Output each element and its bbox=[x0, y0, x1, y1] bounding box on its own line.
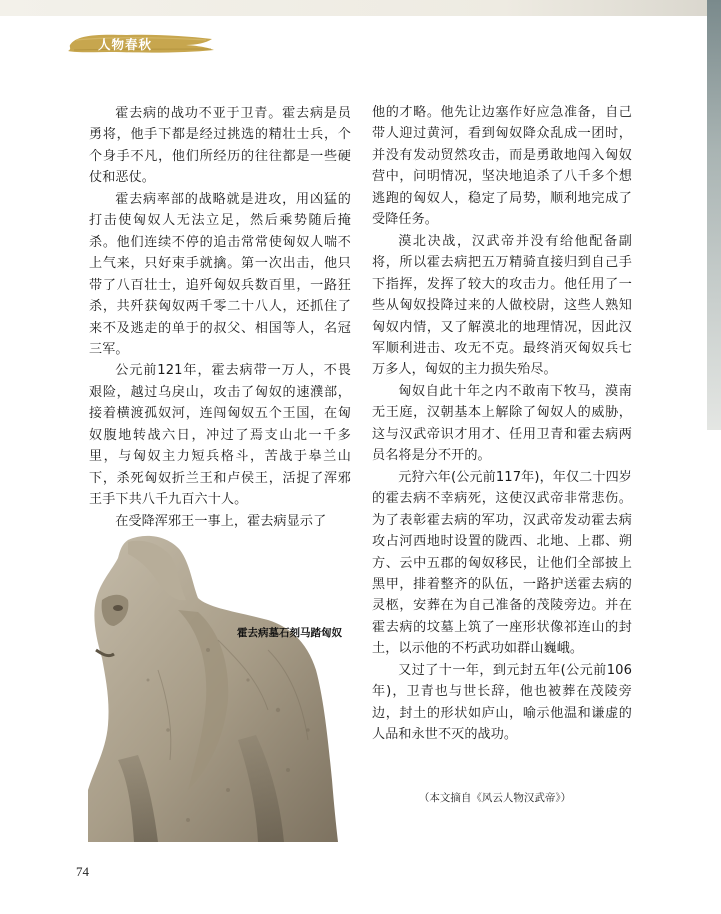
left-text-column bbox=[89, 103, 351, 532]
source-note: （本文摘自《风云人物汉武帝》） bbox=[418, 792, 572, 804]
right-edge-photo-strip bbox=[707, 0, 721, 430]
paragraph: 漠北决战，汉武帝并没有给他配备副将，所以霍去病把五万精骑直接归到自己手下指挥，发挥了较大的攻击力。他任用了一些从匈奴投降过来的人做校尉，这些人熟知匈奴内情，又了解漠北的地理情况，因此汉军顺利进击、攻无不克。最终消灭匈奴兵七万多人，匈奴的主力损失殆尽。 bbox=[372, 233, 632, 378]
paragraph: 又过了十一年，到元封五年(公元前106年)，卫青也与世长辞，他也被葬在茂陵旁边，封土的形状如庐山，喻示他温和谦虚的人品和永世不灭的战功。 bbox=[372, 662, 632, 743]
paragraph: 霍去病的战功不亚于卫青。霍去病是员勇将，他手下都是经过挑选的精壮士兵，个个身手不凡，他们所经历的往往都是一些硬仗和恶仗。 bbox=[89, 106, 351, 186]
right-text-column bbox=[372, 102, 632, 746]
paragraph: 匈奴自此十年之内不敢南下牧马，漠南无王庭，汉朝基本上解除了匈奴人的威胁，这与汉武帝识才用才、任用卫青和霍去病两员名将是分不开的。 bbox=[372, 383, 632, 464]
paragraph: 霍去病率部的战略就是进攻，用凶猛的打击使匈奴人无法立足，然后乘势随后掩杀。他们连续不停的追击常常使匈奴人喘不上气来，只好束手就擒。第一次出击，他只带了八百壮士，追歼匈奴兵数百里，一路狂杀，共歼获匈奴两千零二十八人，还抓住了来不及逃走的单于的叔父、相国等人，名冠三军。 bbox=[89, 191, 351, 357]
top-decorative-band bbox=[0, 0, 721, 16]
paragraph: 公元前121年，霍去病带一万人，不畏艰险，越过乌戾山，攻击了匈奴的速濮部，接着横渡孤奴河，连闯匈奴五个王国，在匈奴腹地转战六日，冲过了焉支山北一千多里，与匈奴主力短兵格斗，苦战于皋兰山下，杀死匈奴折兰王和卢侯王，活捉了浑邪王手下共八千九百六十人。 bbox=[89, 363, 351, 508]
paragraph-continuation: 他的才略。他先让边塞作好应急准备，自己带人迎过黄河，看到匈奴降众乱成一团时，并没有发动贸然攻击，而是勇敢地闯入匈奴营中，问明情况，坚决地追杀了八千多个想逃跑的匈奴人，稳定了局势，顺利地完成了受降任务。 bbox=[372, 105, 632, 228]
figure-caption: 霍去病墓石刻马踏匈奴 bbox=[237, 627, 342, 639]
stone-horse-statue-image bbox=[88, 530, 340, 842]
section-label: 人物春秋 bbox=[98, 37, 153, 52]
page-number: 74 bbox=[76, 864, 89, 879]
paragraph: 元狩六年(公元前117年)，年仅二十四岁的霍去病不幸病死，这使汉武帝非常悲伤。为了表彰霍去病的军功，汉武帝发动霍去病攻占河西地时设置的陇西、北地、上郡、朔方、云中五郡的匈奴移民，让他们全部披上黑甲，排着整齐的队伍，一路护送霍去病的灵柩，安葬在为自己准备的茂陵旁边。并在霍去病的坟墓上筑了一座形状像祁连山的封土，以示他的不朽武功如群山巍峨。 bbox=[372, 469, 632, 657]
paragraph: 在受降浑邪王一事上，霍去病显示了 bbox=[115, 513, 327, 529]
